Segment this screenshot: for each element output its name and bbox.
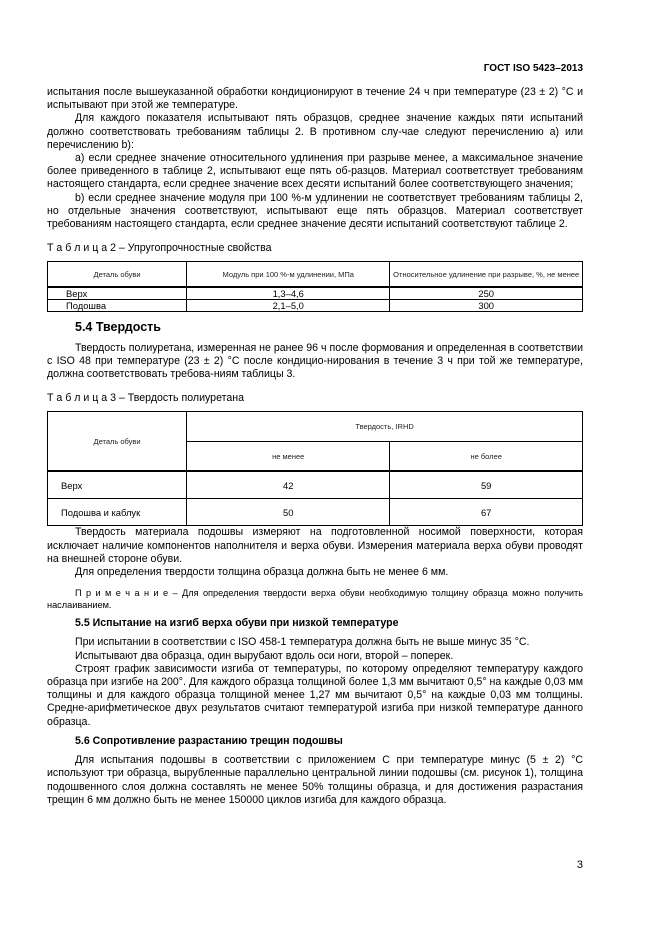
paragraph: Строят график зависимости изгиба от температуры, по которому определяют температуру каждого образца при изгибе на 200°. Для каждого образца толщиной более 1,3 мм вычитают 0,5° на каждые 0,03 мм толщины и для каждого образца толщиной менее 1,27 мм вычитают 0,5° на каждые 0,03 мм толщины. Средне-арифметическое двух результатов считают температурой изгиба при низкой температуре данного образца. (47, 662, 583, 728)
note (47, 587, 583, 611)
table2 (47, 261, 583, 312)
document-header: ГОСТ ISO 5423–2013 (483, 63, 583, 74)
table-cell: Верх (48, 287, 187, 300)
section-heading-5-6: 5.6 Сопротивление разрастанию трещин подошвы (75, 734, 343, 747)
paragraph: Твердость материала подошвы измеряют на подготовленной носимой поверхности, которая исключает наличие компонентов наполнителя и верха обуви. Измерения материала верха обуви проводят на внешней стороне обуви. (47, 526, 583, 565)
note-label: П р и м е ч а н и е (75, 588, 169, 599)
note-text: – Для определения твердости верха обуви необходимую толщину образца можно получить наслаиванием. (47, 588, 583, 611)
page-content (47, 86, 583, 807)
table3-caption-prefix: Т а б л и ц а 3 (47, 392, 116, 405)
table2-caption-prefix: Т а б л и ц а 2 (47, 242, 116, 255)
table-header-cell: Твердость, IRHD (187, 412, 583, 442)
table-cell: 42 (187, 471, 390, 499)
paragraph: испытания после вышеуказанной обработки кондиционируют в течение 24 ч при температуре (23 ± 2) °С и испытывают при этой же температуре. (47, 86, 583, 112)
table-row (48, 287, 583, 300)
paragraph: Испытывают два образца, один вырубают вдоль оси ноги, второй – поперек. (75, 649, 454, 662)
paragraph: Для испытания подошвы в соответствии с приложением С при температуре минус (5 ± 2) °С используют три образца, вырубленные параллельно центральной линии подошвы (см. рисунок 1), толщина подошвенного слоя должна составлять не менее 50% толщины образца, и для достижения разрастания трещин 6 мм должно быть не менее 150000 циклов изгиба для каждого образца. (47, 754, 583, 806)
paragraph: Для каждого показателя испытывают пять образцов, среднее значение каждых пяти испытаний должно соответствовать требованиям таблицы 2. В противном слу-чае следуют перечислению а) или перечислению b): (47, 112, 583, 151)
table-header-cell: Деталь обуви (48, 262, 187, 288)
table-header-cell: Деталь обуви (48, 412, 187, 472)
table3 (47, 411, 583, 526)
table-row (48, 300, 583, 312)
table-header-row (48, 412, 583, 442)
table-cell: Верх (48, 471, 187, 499)
table-header-cell: Относительное удлинение при разрыве, %, не менее (390, 262, 583, 288)
table-cell: Подошва (48, 300, 187, 312)
table-header-cell: не более (390, 442, 583, 472)
table-cell: 67 (390, 499, 583, 526)
table-cell: 300 (390, 300, 583, 312)
table-header-cell: не менее (187, 442, 390, 472)
paragraph: Твердость полиуретана, измеренная не ранее 96 ч после формования и определенная в соответствии с ISO 48 при температуре (23 ± 2) °С после кондицио-нирования в течение 3 ч при той же температуре, должна соответствовать требова-ниям таблицы 3. (47, 341, 583, 381)
table-header-row (48, 262, 583, 288)
paragraph: b) если среднее значение модуля при 100 %-м удлинении не соответствует требованиям таблицы 2, но отдельные значения соответствуют, испытывают еще пять образцов. Материал соответствует требованиям настоящего стандарта, если среднее значение десяти испытаний соответствуют таблице 2. (47, 191, 583, 231)
table3-caption-text: – Твердость полиуретана (115, 392, 244, 405)
table-cell: 2,1–5,0 (187, 300, 390, 312)
paragraph: Для определения твердости толщина образца должна быть не менее 6 мм. (75, 566, 449, 579)
table2-caption (47, 242, 583, 255)
page-number: 3 (576, 859, 583, 871)
section-heading-5-5: 5.5 Испытание на изгиб верха обуви при низкой температуре (75, 617, 399, 630)
table-header-cell: Модуль при 100 %-м удлинении, МПа (187, 262, 390, 288)
table-cell: 250 (390, 287, 583, 300)
table-row (48, 499, 583, 526)
section-heading-5-4: 5.4 Твердость (75, 320, 161, 335)
paragraph: При испытании в соответствии с ISO 458-1 температура должна быть не выше минус 35 °С. (75, 636, 530, 649)
table-cell: 50 (187, 499, 390, 526)
table3-caption (47, 392, 583, 405)
table-cell: 1,3–4,6 (187, 287, 390, 300)
paragraph: а) если среднее значение относительного удлинения при разрыве менее, а максимальное значение более приведенного в таблице 2, испытывают еще пять об-разцов. Материал соответствует требованиям настоящего стандарта, если среднее значение всех десяти испытаний более соответствующего значения; (47, 152, 583, 191)
table-cell: 59 (390, 471, 583, 499)
table2-caption-text: – Упругопрочностные свойства (115, 242, 272, 255)
table-cell: Подошва и каблук (48, 499, 187, 526)
table-row (48, 471, 583, 499)
